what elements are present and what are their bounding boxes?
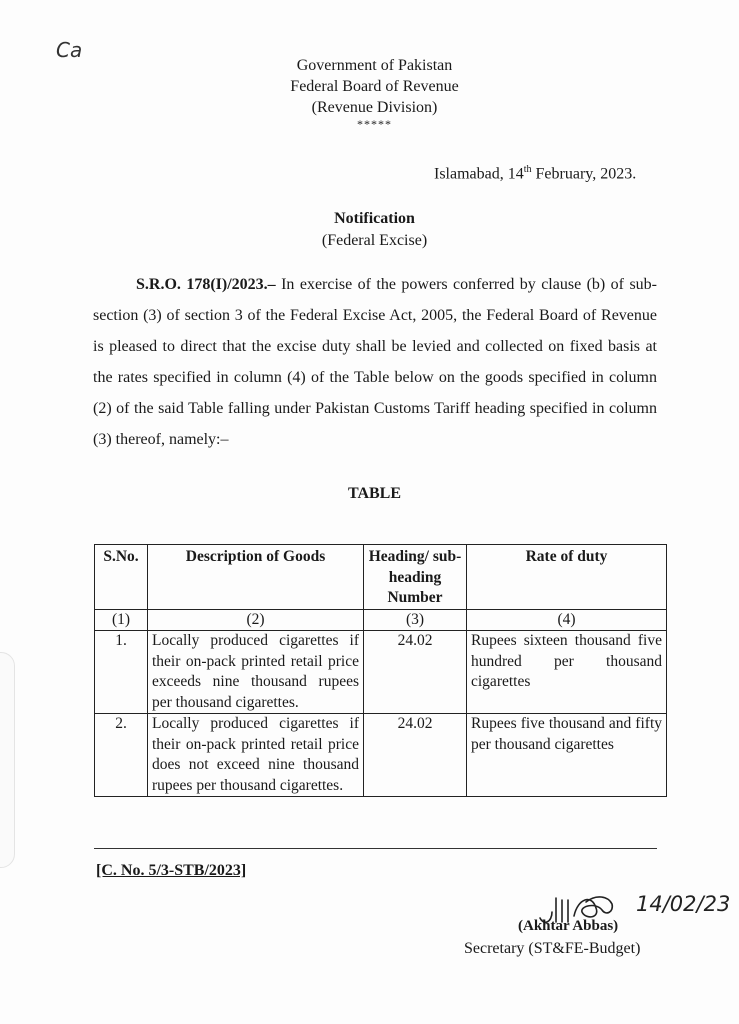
column-number: (2) bbox=[148, 609, 364, 631]
footer-divider bbox=[94, 848, 657, 849]
table-header-row bbox=[95, 545, 667, 610]
duty-rates-table bbox=[94, 544, 667, 797]
handwritten-initials: Ca bbox=[56, 38, 83, 62]
signature-date: 14/02/23 bbox=[636, 892, 731, 916]
column-number: (1) bbox=[95, 609, 148, 631]
row-rate: Rupees five thousand and fifty per thousand cigarettes bbox=[467, 714, 667, 797]
file-number: [C. No. 5/3-STB/2023] bbox=[96, 862, 247, 879]
page-edge-shadow bbox=[0, 652, 15, 868]
signer-name: (Akhtar Abbas) bbox=[518, 918, 619, 934]
date-place: Islamabad, 14 bbox=[434, 165, 524, 183]
notification-heading bbox=[0, 208, 739, 252]
column-number: (3) bbox=[364, 609, 467, 631]
table-row bbox=[95, 631, 667, 714]
row-description: Locally produced cigarettes if their on-pack printed retail price exceeds nine thousand rupees per thousand cigarettes. bbox=[148, 631, 364, 714]
notification-body bbox=[93, 269, 657, 455]
row-sno: 2. bbox=[95, 714, 148, 797]
row-heading: 24.02 bbox=[364, 714, 467, 797]
row-description: Locally produced cigarettes if their on-pack printed retail price does not exceed nine thousand rupees per thousand cigarettes. bbox=[148, 714, 364, 797]
notification-title: Notification bbox=[334, 210, 415, 227]
letterhead-government: Government of Pakistan bbox=[296, 57, 453, 74]
row-heading: 24.02 bbox=[364, 631, 467, 714]
column-number-row bbox=[95, 609, 667, 631]
header-description: Description of Goods bbox=[148, 545, 364, 610]
letterhead bbox=[0, 55, 739, 130]
row-sno: 1. bbox=[95, 631, 148, 714]
letterhead-board: Federal Board of Revenue bbox=[290, 78, 459, 95]
notification-subtitle: (Federal Excise) bbox=[321, 232, 428, 249]
header-sno: S.No. bbox=[95, 545, 148, 610]
letterhead-division: (Revenue Division) bbox=[311, 99, 438, 116]
table-row bbox=[95, 714, 667, 797]
date-ordinal: th bbox=[523, 164, 532, 175]
date-rest: February, 2023. bbox=[531, 165, 637, 183]
signer-designation: Secretary (ST&FE-Budget) bbox=[464, 940, 641, 957]
dateline bbox=[434, 164, 636, 183]
column-number: (4) bbox=[467, 609, 667, 631]
body-text: In exercise of the powers conferred by clause (b) of sub-section (3) of section 3 of the Federal Excise Act, 2005, the Federal Board of Revenue is pleased to direct that the excise duty shall be levied and collected on fixed basis at the rates specified in column (4) of the Table below on the goods specified in column (2) of the said Table falling under Pakistan Customs Tariff heading specified in column (3) thereof, namely:– bbox=[93, 276, 657, 448]
header-rate: Rate of duty bbox=[467, 545, 667, 610]
sro-number: S.R.O. 178(I)/2023.– bbox=[136, 276, 276, 293]
header-heading-number: Heading/ sub-heading Number bbox=[364, 545, 467, 610]
letterhead-separator: ***** bbox=[357, 117, 392, 131]
row-rate: Rupees sixteen thousand five hundred per thousand cigarettes bbox=[467, 631, 667, 714]
table-title: TABLE bbox=[347, 485, 402, 502]
